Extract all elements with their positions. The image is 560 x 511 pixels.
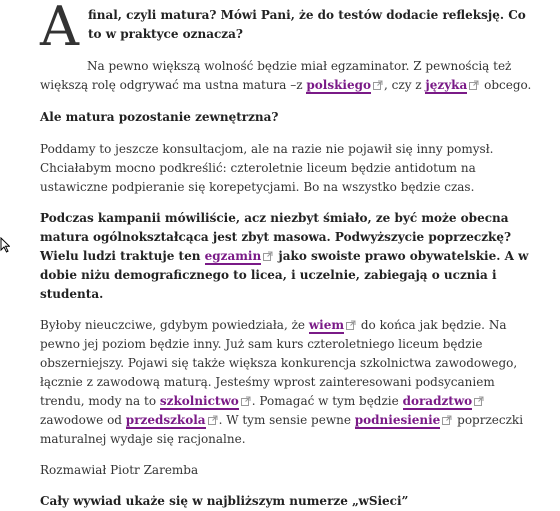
text-span: poprzeczki maturalnej wydaje się racjonalne. bbox=[40, 413, 524, 446]
lead-question bbox=[40, 0, 535, 58]
external-link-icon bbox=[469, 80, 479, 90]
text-span: Podczas kampanii mówiliście, acz niezbyt śmiało, ze być może obecna matura ogólnokształcąca jest zbyt masowa. Podwyższycie poprzeczkę? Wielu ludzi traktuje ten bbox=[40, 211, 511, 263]
keyword-link-przedszkola[interactable]: przedszkola bbox=[125, 413, 206, 427]
answer-paragraph-1 bbox=[40, 57, 535, 95]
external-link-icon bbox=[208, 415, 218, 425]
external-link-icon bbox=[241, 396, 251, 406]
drop-cap: A bbox=[40, 0, 79, 58]
text-span: zawodowe od bbox=[40, 413, 126, 427]
interview-signature: Rozmawiał Piotr Zaremba bbox=[40, 463, 199, 477]
keyword-link-szkolnictwo[interactable]: szkolnictwo bbox=[159, 394, 239, 408]
answer-paragraph-2: Poddamy to jeszcze konsultacjom, ale na razie nie pojawił się inny pomysł. Chciałabym mocno podkreślić: czteroletnie liceum będzie antidotum na ustawiczne podpieranie się korepetycjami. Bo na wszystko będzie czas. bbox=[40, 142, 494, 194]
mouse-cursor-icon bbox=[0, 237, 10, 253]
text-span: . Pomagać w tym będzie bbox=[251, 394, 403, 408]
text-span: Na pewno większą wolność będzie miał egzaminator. Z pewnością też większą rolę odgrywać ma ustna matura –z bbox=[40, 59, 512, 92]
external-link-icon bbox=[346, 320, 356, 330]
external-link-icon bbox=[442, 415, 452, 425]
keyword-link-jezyka[interactable]: języka bbox=[425, 78, 468, 92]
external-link-icon bbox=[373, 80, 383, 90]
footer-note: Cały wywiad ukaże się w najbliższym numerze „wSieci” bbox=[40, 494, 409, 508]
keyword-link-doradztwo[interactable]: doradztwo bbox=[402, 394, 473, 408]
keyword-link-podniesienie[interactable]: podniesienie bbox=[354, 413, 441, 427]
question-2: Ale matura pozostanie zewnętrzna? bbox=[40, 110, 279, 124]
question-3 bbox=[40, 209, 535, 304]
keyword-link-polskiego[interactable]: polskiego bbox=[306, 78, 372, 92]
text-span: , czy z bbox=[384, 78, 426, 92]
text-span: Byłoby nieuczciwe, gdybym powiedziała, że bbox=[40, 318, 309, 332]
article-body bbox=[40, 0, 535, 511]
text-span: . W tym sensie pewne bbox=[218, 413, 355, 427]
external-link-icon bbox=[474, 396, 484, 406]
keyword-link-wiem[interactable]: wiem bbox=[308, 318, 345, 332]
lead-question-text: final, czyli matura? Mówi Pani, że do testów dodacie refleksję. Co to w praktyce oznacza? bbox=[88, 8, 526, 41]
answer-paragraph-3 bbox=[40, 316, 535, 449]
text-span: jako swoiste prawo obywatelskie. A w dobie niżu demograficznego to licea, i uczelnie, zabiegają o ucznia i studenta. bbox=[40, 249, 529, 301]
keyword-link-egzamin[interactable]: egzamin bbox=[204, 249, 262, 263]
text-span: obcego. bbox=[480, 78, 532, 92]
external-link-icon bbox=[263, 251, 273, 261]
text-span: do końca jak będzie. Na pewno jej poziom będzie inny. Już sam kurs czteroletniego liceum będzie obszerniejszy. Pojawi się także większa konkurencja szkolnictwa zawodowego, łącznie z zawodową maturą. Jesteśmy wprost zainteresowani podsycaniem trendu, mody na to bbox=[40, 318, 518, 408]
